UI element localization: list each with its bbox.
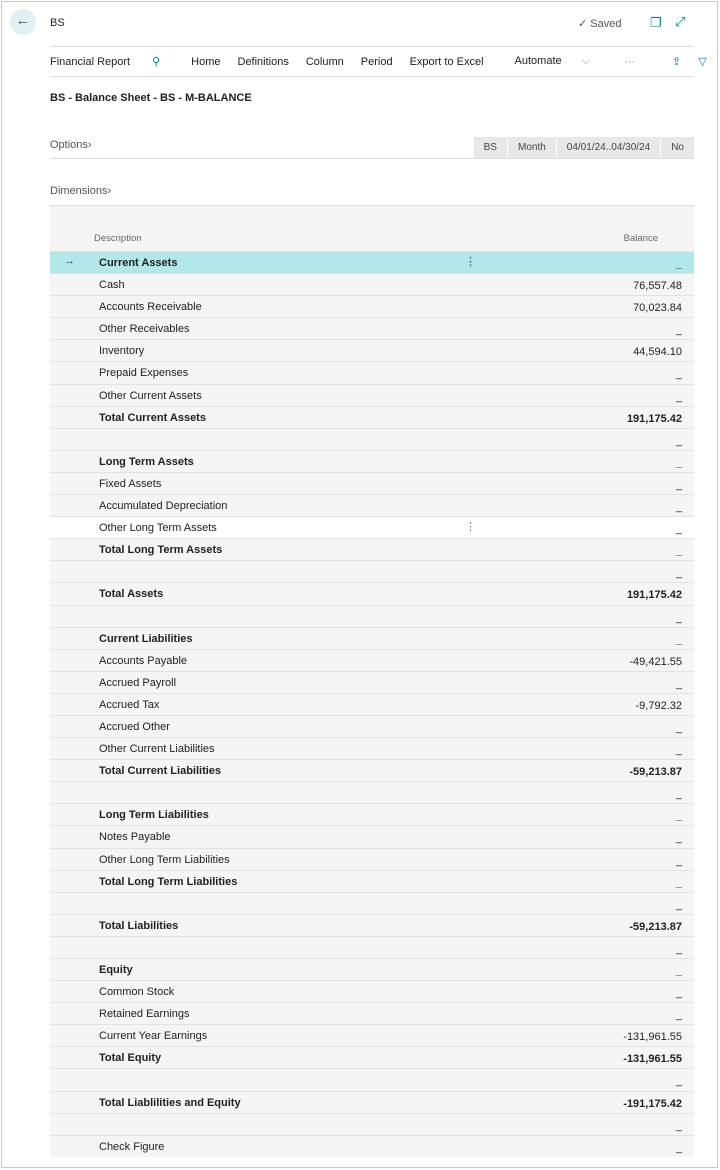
row-balance[interactable]: _	[675, 1119, 682, 1132]
table-row[interactable]	[50, 737, 694, 759]
row-description: Fixed Assets	[99, 477, 162, 490]
row-balance[interactable]: _	[675, 633, 682, 646]
row-description: Notes Payable	[99, 831, 171, 844]
row-description: Other Current Liabilities	[99, 743, 215, 756]
row-description: Total Equity	[99, 1052, 162, 1065]
row-balance[interactable]: _	[675, 1075, 682, 1088]
report-table	[50, 205, 694, 1157]
search-icon[interactable]: ⚲	[152, 56, 161, 68]
chevron-right-icon: ›	[87, 139, 92, 151]
row-balance[interactable]: _	[675, 810, 682, 823]
chevron-right-icon: ›	[107, 185, 112, 197]
table-header	[50, 206, 694, 251]
row-balance[interactable]: _	[675, 567, 682, 580]
table-row[interactable]	[50, 671, 694, 693]
table-row[interactable]	[50, 384, 694, 406]
table-row[interactable]	[50, 958, 694, 980]
row-balance[interactable]: -191,175.42	[623, 1097, 682, 1110]
saved-status	[578, 17, 621, 30]
option-chip: BS	[473, 137, 507, 158]
options-fasttab[interactable]	[50, 139, 92, 151]
action-bar	[50, 46, 707, 77]
row-balance[interactable]: -49,421.55	[629, 655, 682, 668]
row-balance[interactable]: _	[675, 258, 682, 270]
saved-label: Saved	[590, 18, 622, 30]
table-row[interactable]	[50, 1091, 694, 1113]
row-balance[interactable]: _	[675, 1009, 682, 1022]
table-row[interactable]	[50, 892, 694, 914]
row-menu-icon[interactable]: ⋮	[465, 521, 476, 534]
row-balance[interactable]: -131,961.55	[623, 1053, 682, 1066]
row-description: Retained Earnings	[99, 1008, 190, 1021]
row-description: Cash	[99, 279, 125, 292]
option-chip: No	[660, 137, 694, 158]
table-row[interactable]	[50, 494, 694, 516]
automate-label: Automate	[514, 55, 562, 67]
table-row[interactable]	[50, 295, 694, 317]
row-balance[interactable]: _	[675, 611, 682, 624]
row-arrow-icon: →	[64, 255, 75, 267]
row-description: Inventory	[99, 345, 145, 358]
row-balance[interactable]: 44,594.10	[633, 346, 682, 359]
row-description: Total Current Liabilities	[99, 765, 222, 778]
row-balance[interactable]: _	[675, 744, 682, 757]
table-row[interactable]	[50, 1068, 694, 1090]
table-row[interactable]	[50, 759, 694, 781]
row-description: Long Term Liabilities	[99, 809, 209, 822]
table-row[interactable]	[50, 914, 694, 936]
option-chip: 04/01/24..04/30/24	[556, 137, 660, 158]
table-row[interactable]	[50, 339, 694, 361]
table-row[interactable]	[50, 627, 694, 649]
row-description: Prepaid Expenses	[99, 367, 189, 380]
column-header-description[interactable]: Description	[94, 233, 142, 244]
table-row[interactable]	[50, 1113, 694, 1135]
row-description: Accrued Tax	[99, 698, 160, 711]
expand-icon[interactable]: ⤢	[675, 14, 686, 29]
row-balance[interactable]: -9,792.32	[635, 699, 682, 712]
table-row[interactable]	[50, 605, 694, 627]
table-row[interactable]	[50, 516, 694, 538]
row-balance[interactable]: _	[675, 942, 682, 955]
more-actions-button[interactable]: ···	[624, 55, 636, 68]
table-row[interactable]	[50, 980, 694, 1002]
column-header-balance[interactable]: Balance	[623, 233, 658, 244]
row-balance[interactable]: _	[675, 390, 682, 403]
table-row[interactable]	[50, 848, 694, 870]
table-row[interactable]	[50, 825, 694, 847]
row-description: Other Receivables	[99, 323, 190, 336]
row-balance[interactable]: _	[675, 501, 682, 514]
table-row[interactable]	[50, 715, 694, 737]
row-balance[interactable]: _	[675, 545, 682, 558]
row-description: Common Stock	[99, 986, 175, 999]
action-definitions[interactable]: Definitions	[237, 55, 289, 68]
row-description: Total Long Term Assets	[99, 544, 223, 557]
row-description: Other Current Assets	[99, 389, 202, 402]
check-icon: ✓	[578, 18, 588, 30]
table-row[interactable]	[50, 649, 694, 671]
row-description: Accounts Payable	[99, 654, 188, 667]
row-menu-icon[interactable]: ⋮	[465, 256, 476, 268]
page-caption: BS	[50, 17, 65, 29]
table-row[interactable]	[50, 1135, 694, 1157]
table-row[interactable]	[50, 317, 694, 339]
dimensions-fasttab[interactable]	[50, 185, 111, 197]
chevron-down-icon: ⌵	[581, 55, 591, 67]
table-row[interactable]	[50, 582, 694, 604]
row-balance[interactable]: _	[675, 1141, 682, 1154]
dimensions-label: Dimensions	[50, 185, 108, 197]
action-export-to-excel[interactable]: Export to Excel	[409, 55, 484, 68]
table-row[interactable]	[50, 693, 694, 715]
row-balance[interactable]: _	[675, 854, 682, 867]
row-description: Total Long Term Liabilities	[99, 875, 238, 888]
row-description: Check Figure	[99, 1140, 165, 1153]
row-balance[interactable]: _	[675, 721, 682, 734]
action-automate[interactable]	[515, 55, 608, 68]
row-balance[interactable]: -131,961.55	[623, 1031, 682, 1044]
share-icon[interactable]: ⇪	[672, 56, 682, 68]
row-balance[interactable]: _	[675, 523, 682, 536]
action-home[interactable]: Home	[191, 55, 221, 68]
row-balance[interactable]: _	[675, 832, 682, 845]
table-row[interactable]	[50, 428, 694, 450]
row-balance[interactable]: -59,213.87	[629, 766, 682, 779]
option-chip: Month	[507, 137, 556, 158]
filter-icon[interactable]: ▽	[698, 56, 707, 68]
row-description: Current Assets	[99, 257, 178, 269]
table-row[interactable]	[50, 870, 694, 892]
row-description: Total Current Assets	[99, 411, 206, 424]
row-balance[interactable]: _	[675, 478, 682, 491]
action-period[interactable]: Period	[360, 55, 393, 68]
row-balance[interactable]: _	[675, 368, 682, 381]
row-balance[interactable]: -59,213.87	[629, 920, 682, 933]
row-description: Accrued Payroll	[99, 676, 177, 689]
options-summary	[473, 137, 694, 158]
table-row[interactable]	[50, 538, 694, 560]
table-row[interactable]	[50, 803, 694, 825]
action-column[interactable]: Column	[305, 55, 344, 68]
row-balance[interactable]: _	[675, 788, 682, 801]
table-row[interactable]	[50, 781, 694, 803]
back-button[interactable]: ←	[10, 9, 36, 35]
page-title: BS - Balance Sheet - BS - M-BALANCE	[50, 92, 252, 104]
options-label: Options	[50, 139, 88, 151]
table-row[interactable]	[50, 472, 694, 494]
table-row[interactable]	[50, 936, 694, 958]
row-description: Current Year Earnings	[99, 1030, 208, 1043]
row-balance[interactable]: 76,557.48	[633, 280, 682, 293]
row-description: Accounts Receivable	[99, 301, 202, 314]
row-description: Total Liablilities and Equity	[99, 1096, 241, 1109]
tab-financial-report[interactable]: Financial Report	[50, 55, 131, 68]
row-balance[interactable]: _	[675, 876, 682, 889]
table-row[interactable]	[50, 450, 694, 472]
row-balance[interactable]: _	[675, 987, 682, 1000]
row-description: Equity	[99, 964, 133, 976]
row-description: Other Long Term Assets	[99, 522, 217, 535]
open-new-window-icon[interactable]: ❐	[650, 15, 662, 30]
table-row[interactable]	[50, 560, 694, 582]
row-balance[interactable]: _	[675, 898, 682, 911]
table-row[interactable]	[50, 1002, 694, 1024]
row-description: Current Liabilities	[99, 632, 193, 645]
row-balance[interactable]: _	[675, 965, 682, 977]
table-row[interactable]	[50, 1046, 694, 1068]
row-balance[interactable]: 191,175.42	[626, 412, 682, 425]
table-row[interactable]	[50, 361, 694, 383]
row-description: Accumulated Depreciation	[99, 500, 228, 513]
row-balance[interactable]: _	[675, 434, 682, 447]
row-balance[interactable]: 191,175.42	[626, 589, 682, 602]
row-balance[interactable]: _	[675, 677, 682, 690]
divider	[50, 158, 694, 159]
row-description: Total Liabilities	[99, 919, 179, 932]
table-row[interactable]	[50, 251, 694, 273]
table-row[interactable]	[50, 1024, 694, 1046]
row-balance[interactable]: _	[675, 456, 682, 469]
row-description: Total Assets	[99, 588, 164, 601]
row-balance[interactable]: 70,023.84	[633, 302, 682, 315]
table-row[interactable]	[50, 406, 694, 428]
table-row[interactable]	[50, 273, 694, 295]
row-description: Accrued Other	[99, 720, 170, 733]
row-description: Other Long Term Liabilities	[99, 853, 230, 866]
row-description: Long Term Assets	[99, 455, 194, 468]
row-balance[interactable]: _	[675, 324, 682, 337]
